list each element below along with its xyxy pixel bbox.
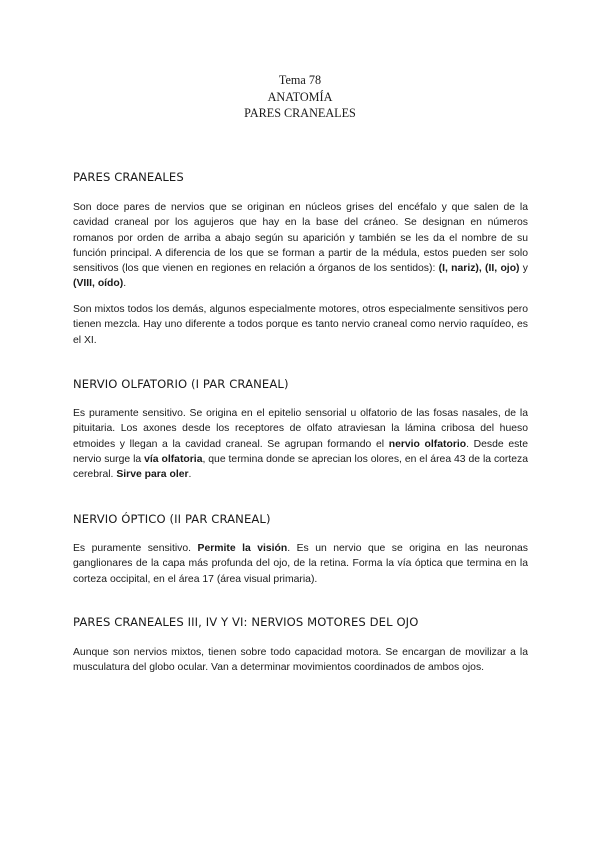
paragraph-mixed-nerves: Son mixtos todos los demás, algunos especialmente motores, otros especialmente sensitivos pero tienen mezcla. Hay uno diferente a todos porque es tanto nervio craneal como nervio raquídeo, es el XI. <box>73 304 528 346</box>
topic-number: Tema 78 <box>278 73 322 87</box>
paragraph-intro: Son doce pares de nervios que se originan en núcleos grises del encéfalo y que salen de la cavidad craneal por los agujeros que hay en la base del cráneo. Se designan en números romanos por orden de arriba a abajo según su aparición y también se les da el nombre de su función principal. A diferencia de los que se forman a partir de la médula, estos pueden ser solo sensitivos (los que vienen en regiones en relación a órganos de los sentidos): (I, nariz), (II, ojo) y (VIII, oído). <box>73 202 528 290</box>
document-title: PARES CRANEALES <box>244 106 356 120</box>
document-header <box>0 72 600 122</box>
paragraph-olfatorio: Es puramente sensitivo. Se origina en el epitelio sensorial u olfatorio de las fosas nasales, de la pituitaria. Los axones desde los receptores de olfato atraviesan la lámina cribosa del hueso etmoides y llegan a la cavidad craneal. Se agrupan formando el nervio olfatorio. Desde este nervio surge la vía olfatoria, que termina donde se aprecian los olores, en el área 43 de la corteza cerebral. Sirve para oler. <box>73 408 529 481</box>
section-title-motores-ojo: PARES CRANEALES III, IV Y VI: NERVIOS MOTORES DEL OJO <box>73 615 419 629</box>
paragraph-motores-ojo: Aunque son nervios mixtos, tienen sobre todo capacidad motora. Se encargan de movilizar a la musculatura del globo ocular. Van a determinar movimientos coordinados de ambos ojos. <box>73 647 528 674</box>
section-title-optico: NERVIO ÓPTICO (II PAR CRANEAL) <box>73 512 271 526</box>
subject-title: ANATOMÍA <box>267 89 333 104</box>
section-title-olfatorio: NERVIO OLFATORIO (I PAR CRANEAL) <box>73 377 289 391</box>
section-title-pares-craneales: PARES CRANEALES <box>73 170 184 184</box>
paragraph-optico: Es puramente sensitivo. Permite la visión. Es un nervio que se origina en las neuronas ganglionares de la capa más profunda del ojo, de la retina. Forma la vía óptica que termina en la corteza occipital, en el área 17 (área visual primaria). <box>73 543 528 585</box>
